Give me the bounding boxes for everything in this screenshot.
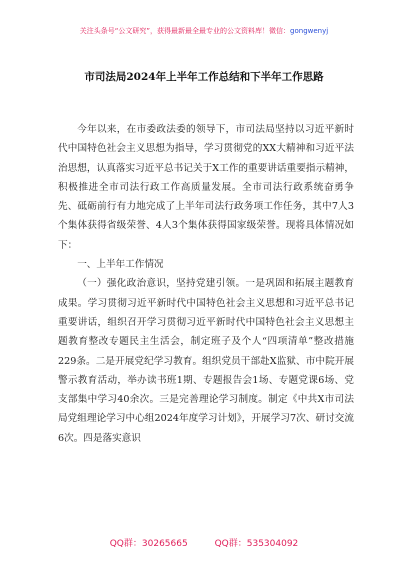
- body-paragraph: （一）强化政治意识，坚持党建引领。一是巩固和拓展主题教育成果。学习贯彻习近平新时代中国特色社会主义思想和习近平总书记重要讲话，组织召开学习贯彻习近平新时代中国特色社会主义思想主题教育整改专题民主生活会，制定班子及个人“四项清单”整改措施229条。二是开展党纪学习教育。组织党员干部赴X监狱、市中院开展警示教育活动，举办读书班1期、专题报告会1场、专题党课6场、党支部集中学习40余次。三是完善理论学习制度。制定《中共X市司法局党组理论学习中心组2024年度学习计划》，开展学习7次、研讨交流6次。四是落实意识: [58, 278, 354, 444]
- footer-qq-groups: [0, 538, 408, 550]
- footer-qq-group-1: QQ群：30265665: [109, 539, 188, 549]
- document-body: [58, 120, 354, 448]
- banner-wechat-label: 微信：: [269, 27, 291, 35]
- intro-paragraph: 今年以来，在市委政法委的领导下，市司法局坚持以习近平新时代中国特色社会主义思想为指导，学习贯彻党的XX大精神和习近平法治思想，认真落实习近平总书记关于X工作的重要讲话重要指示精神，积极推进全市司法行政工作高质量发展。全市司法行政系统奋勇争先、砥砺前行有力地完成了上半年司法行政务项工作任务，其中7人3个集体获得省级荣誉、4人3个集体获得国家级荣誉。现将具体情况如下：: [58, 124, 354, 251]
- banner-wechat-id: gongwenyj: [290, 27, 329, 35]
- footer-qq-group-2: QQ群：535304092: [214, 539, 299, 549]
- top-banner: [0, 26, 408, 36]
- section-heading: 一、上半年工作情况: [77, 259, 164, 271]
- document-title: 市司法局2024年上半年工作总结和下半年工作思路: [84, 71, 324, 83]
- banner-promo-text: 关注头条号“公文研究”，获得最新最全最专业的公文资料库！: [79, 27, 270, 35]
